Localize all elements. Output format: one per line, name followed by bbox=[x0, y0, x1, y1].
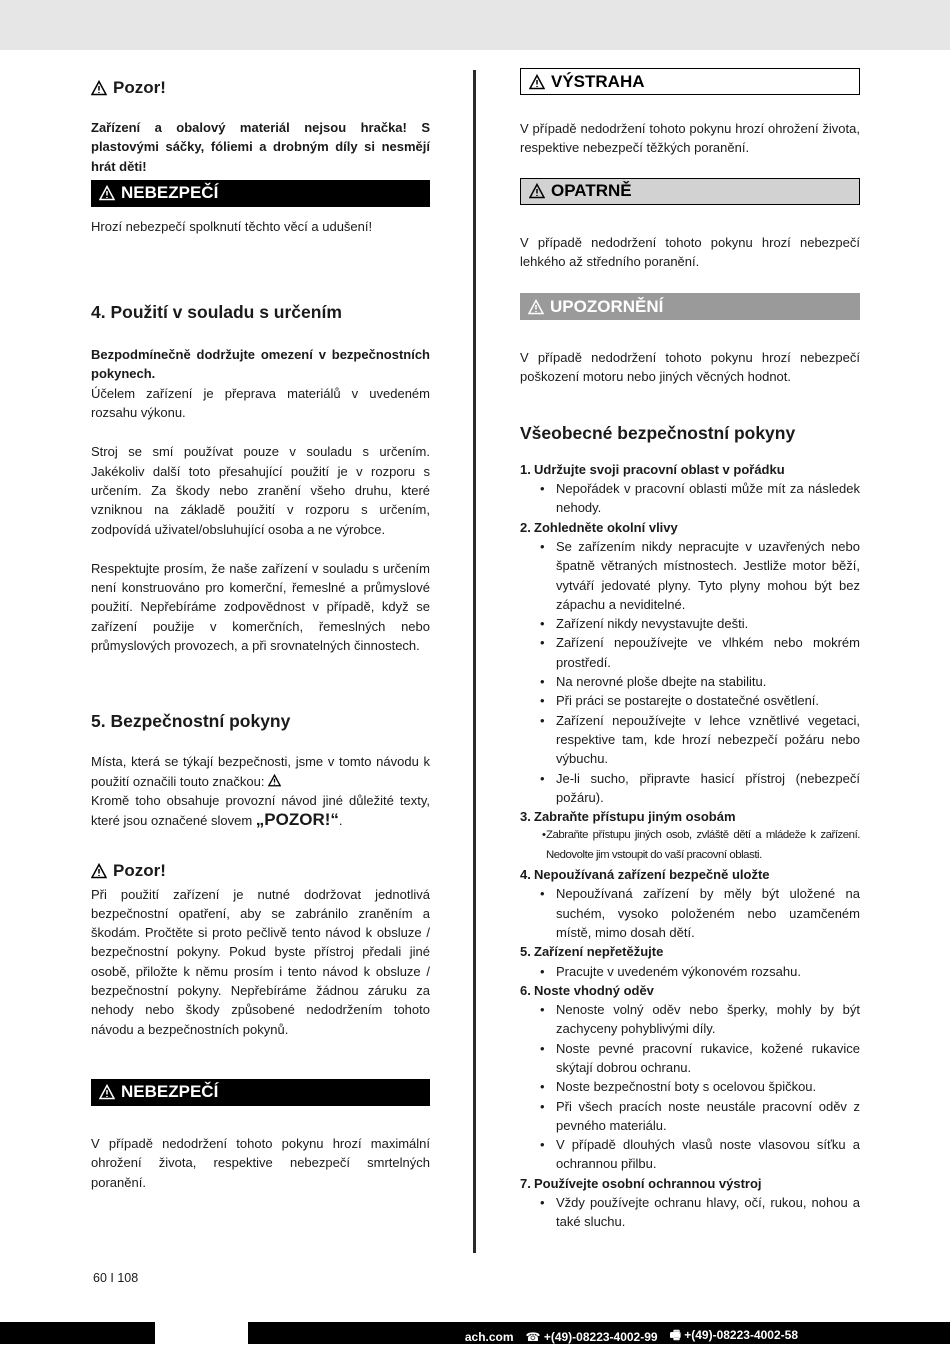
list-item bbox=[520, 691, 860, 710]
list-heading bbox=[520, 942, 860, 961]
list-item-text: Nenoste volný oděv nebo šperky, mohly by být zachyceny pohyblivými díly. bbox=[556, 1002, 860, 1037]
list-number: 5. bbox=[520, 944, 531, 960]
bullet-icon: • bbox=[540, 693, 545, 709]
list-heading-text: Zabraňte přístupu jiným osobám bbox=[534, 809, 736, 825]
section-4-bold: Bezpodmínečně dodržujte omezení v bezpečnostních pokynech. bbox=[91, 347, 430, 382]
pozor-text-2: Při použití zařízení je nutné dodržovat jednotlivá bezpečnostní opatření, aby se zabránilo zraněním a škodám. Pročtěte si proto pečlivě tento návod k obsluze / bezpečnostní pokyny. Pokud byste přístroj předali jiné osobě, přiložte k němu prosím i tento návod k obsluze / bezpečnostní pokyny. Nepřebíráme žádnou záruku za nehody nebo škody způsobené nedodržením tohoto návodu a bezpečnostních pokynů. bbox=[91, 886, 430, 1037]
list-number: 1. bbox=[520, 461, 531, 477]
list-item bbox=[520, 614, 860, 633]
list-number: 6. bbox=[520, 982, 531, 998]
list-number: 2. bbox=[520, 519, 531, 535]
upozorneni-bar: UPOZORNĚNÍ bbox=[520, 293, 860, 320]
list-heading bbox=[520, 981, 860, 1000]
section-4-title: 4. Použití v souladu s určením bbox=[91, 302, 342, 323]
list-item bbox=[520, 479, 860, 518]
warning-triangle-icon bbox=[528, 299, 544, 315]
section-4-paragraph-1: Účelem zařízení je přeprava materiálů v uvedeném rozsahu výkonu. bbox=[91, 385, 430, 421]
footer-bar bbox=[0, 1322, 950, 1344]
list-item-text: V případě dlouhých vlasů noste vlasovou síťku a ochrannou přilbu. bbox=[556, 1137, 860, 1172]
list-item-text: Se zařízením nikdy nepracujte v uzavřených nebo špatně větraných místnostech. Jestliže motor běží, vytváří jedovaté plyny. Tyto plyny mohou být bez zápachu a neviditelné. bbox=[556, 538, 860, 612]
bullet-icon: • bbox=[540, 770, 545, 786]
list-item-text: Zařízení nikdy nevystavujte dešti. bbox=[556, 616, 749, 632]
list-item bbox=[520, 884, 860, 942]
list-item-text: Noste pevné pracovní rukavice, kožené rukavice skýtají dobrou ochranu. bbox=[556, 1040, 860, 1075]
vystraha-bar: VÝSTRAHA bbox=[520, 68, 860, 95]
section-4-paragraph-3: Respektujte prosím, že naše zařízení v souladu s určením není konstruováno pro komerční, řemeslné a průmyslové použití. Nepřebíráme zodpovědnost v případě, když se zařízení použije v komerčních, řemeslných nebo průmyslových provozech, a při srovnatelných činnostech. bbox=[91, 560, 430, 654]
bullet-icon: • bbox=[540, 1079, 545, 1095]
upozorneni-text: V případě nedodržení tohoto pokynu hrozí nebezpečí poškození motoru nebo jiných věcných hodnot. bbox=[520, 350, 860, 385]
list-item bbox=[520, 826, 860, 865]
list-number: 7. bbox=[520, 1175, 531, 1191]
list-number: 4. bbox=[520, 867, 531, 883]
list-item bbox=[520, 1039, 860, 1078]
list-heading-text: Noste vhodný oděv bbox=[534, 982, 654, 998]
opatrne-bar: OPATRNĚ bbox=[520, 178, 860, 205]
list-item bbox=[520, 537, 860, 614]
bullet-icon: • bbox=[540, 635, 545, 651]
list-item bbox=[520, 769, 860, 808]
bullet-icon: • bbox=[540, 712, 545, 728]
list-item-text: Vždy používejte ochranu hlavy, očí, rukou, nohou a také sluchu. bbox=[556, 1195, 860, 1230]
general-safety-title: Všeobecné bezpečnostní pokyny bbox=[520, 422, 796, 443]
warning-triangle-icon bbox=[529, 74, 545, 90]
list-item-text: Při práci se postarejte o dostatečné osvětlení. bbox=[556, 693, 820, 709]
list-item bbox=[520, 1135, 860, 1174]
list-item-text: Je-li sucho, připravte hasicí přístroj (nebezpečí požáru). bbox=[556, 770, 860, 805]
footer-block-left bbox=[0, 1322, 155, 1344]
section-5-paragraph-1: Místa, která se týkají bezpečnosti, jsme v tomto návodu k použití označili touto značkou: bbox=[91, 754, 430, 789]
nebezpeci-bar-2: NEBEZPEČÍ bbox=[91, 1079, 430, 1106]
opatrne-text: V případě nedodržení tohoto pokynu hrozí nebezpečí lehkého až středního poranění. bbox=[520, 234, 860, 269]
bullet-icon: • bbox=[540, 538, 545, 554]
section-5-title: 5. Bezpečnostní pokyny bbox=[91, 711, 291, 732]
list-item bbox=[520, 672, 860, 691]
section-5-paragraph-2: Kromě toho obsahuje provozní návod jiné důležité texty, které jsou označené slovem „POZOR!“. bbox=[91, 792, 430, 830]
footer-fax: 🖷 +(49)-08223-4002-58 bbox=[669, 1328, 798, 1342]
list-item-text: Na nerovné ploše dbejte na stabilitu. bbox=[556, 674, 767, 690]
pozor-text: Zařízení a obalový materiál nejsou hračka! S plastovými sáčky, fóliemi a drobným díly si nesmějí hrát děti! bbox=[91, 120, 430, 174]
bullet-icon: • bbox=[540, 616, 545, 632]
nebezpeci-text: Hrozí nebezpečí spolknutí těchto věcí a udušení! bbox=[91, 218, 373, 234]
list-number: 3. bbox=[520, 809, 531, 825]
warning-triangle-icon bbox=[91, 80, 107, 96]
list-item bbox=[520, 1000, 860, 1039]
list-item-text: Zařízení nepoužívejte v lehce vznětlivé vegetaci, respektive tam, kde hrozí nebezpečí požáru nebo výbuchu. bbox=[556, 712, 860, 767]
warning-triangle-icon bbox=[529, 183, 545, 199]
list-heading bbox=[520, 1174, 860, 1193]
pozor-heading-2: Pozor! bbox=[91, 861, 430, 881]
bullet-icon: • bbox=[540, 886, 545, 902]
bullet-icon: • bbox=[540, 1098, 545, 1114]
page-number: 60 I 108 bbox=[93, 1271, 139, 1285]
top-header-bar bbox=[0, 0, 950, 50]
vystraha-text: V případě nedodržení tohoto pokynu hrozí ohrožení života, respektive nebezpečí těžkých poranění. bbox=[520, 121, 860, 156]
section-4-paragraph-2: Stroj se smí používat pouze v souladu s určením. Jakékoliv další toto přesahující použití je v rozporu s určením. Za škody nebo zranění všeho druhu, které vzniknou na základě použití v rozporu s určením, zodpovídá uživatel/obsluhující osoba a ne výrobce. bbox=[91, 444, 430, 537]
warning-triangle-icon bbox=[91, 863, 107, 879]
bullet-icon: • bbox=[540, 963, 545, 979]
list-item bbox=[520, 1077, 860, 1096]
bullet-icon: • bbox=[540, 674, 545, 690]
list-item-text: Zařízení nepoužívejte ve vlhkém nebo mokrém prostředí. bbox=[556, 635, 860, 670]
bullet-icon: • bbox=[542, 829, 546, 842]
nebezpeci-text-2: V případě nedodržení tohoto pokynu hrozí maximální ohrožení života, respektive nebezpečí smrtelných poranění. bbox=[91, 1135, 430, 1190]
list-heading bbox=[520, 807, 860, 826]
list-item-text: Noste bezpečnostní boty s ocelovou špičkou. bbox=[556, 1079, 817, 1095]
bullet-icon: • bbox=[540, 1040, 545, 1056]
list-heading-text: Zohledněte okolní vlivy bbox=[534, 519, 678, 535]
bullet-icon: • bbox=[540, 1002, 545, 1018]
bullet-icon: • bbox=[540, 1195, 545, 1211]
safety-instructions-list bbox=[520, 460, 860, 1232]
warning-triangle-icon bbox=[99, 185, 115, 201]
list-item-text: Nepořádek v pracovní oblasti může mít za následek nehody. bbox=[556, 481, 860, 516]
warning-triangle-icon bbox=[268, 774, 281, 787]
warning-triangle-icon bbox=[99, 1084, 115, 1100]
list-heading-text: Nepoužívaná zařízení bezpečně uložte bbox=[534, 867, 770, 883]
list-item-text: Při všech pracích noste neustále pracovní oděv z pevného materiálu. bbox=[556, 1098, 860, 1133]
left-column bbox=[91, 68, 430, 1192]
list-item-text: Nepoužívaná zařízení by měly být uložené na suchém, vysoko položeném nebo uzamčeném místě, mimo dosah dětí. bbox=[556, 886, 860, 940]
list-heading bbox=[520, 460, 860, 479]
footer-phone: ☎ +(49)-08223-4002-99 bbox=[525, 1329, 658, 1344]
bullet-icon: • bbox=[540, 481, 545, 497]
nebezpeci-bar: NEBEZPEČÍ bbox=[91, 180, 430, 207]
right-column bbox=[520, 68, 860, 1232]
list-item bbox=[520, 962, 860, 981]
list-item-text: Zabraňte přístupu jiných osob, zvláště dětí a mládeže k zařízení. Nedovolte jim vstoupit do vaší pracovní oblasti. bbox=[546, 829, 860, 861]
list-heading-text: Zařízení nepřetěžujte bbox=[534, 944, 664, 960]
list-item bbox=[520, 1193, 860, 1232]
list-item-text: Pracujte v uvedeném výkonovém rozsahu. bbox=[556, 963, 801, 979]
list-item bbox=[520, 633, 860, 672]
list-heading-text: Používejte osobní ochrannou výstroj bbox=[534, 1175, 762, 1191]
list-item bbox=[520, 711, 860, 769]
footer-website: ach.com bbox=[464, 1329, 514, 1344]
list-heading bbox=[520, 865, 860, 884]
list-heading-text: Udržujte svoji pracovní oblast v pořádku bbox=[534, 461, 785, 477]
column-divider bbox=[473, 70, 476, 1253]
bullet-icon: • bbox=[540, 1137, 545, 1153]
pozor-heading: Pozor! bbox=[91, 78, 430, 98]
list-heading bbox=[520, 518, 860, 537]
footer-block-right bbox=[248, 1322, 950, 1344]
footer-contact bbox=[465, 1326, 798, 1347]
list-item bbox=[520, 1097, 860, 1136]
